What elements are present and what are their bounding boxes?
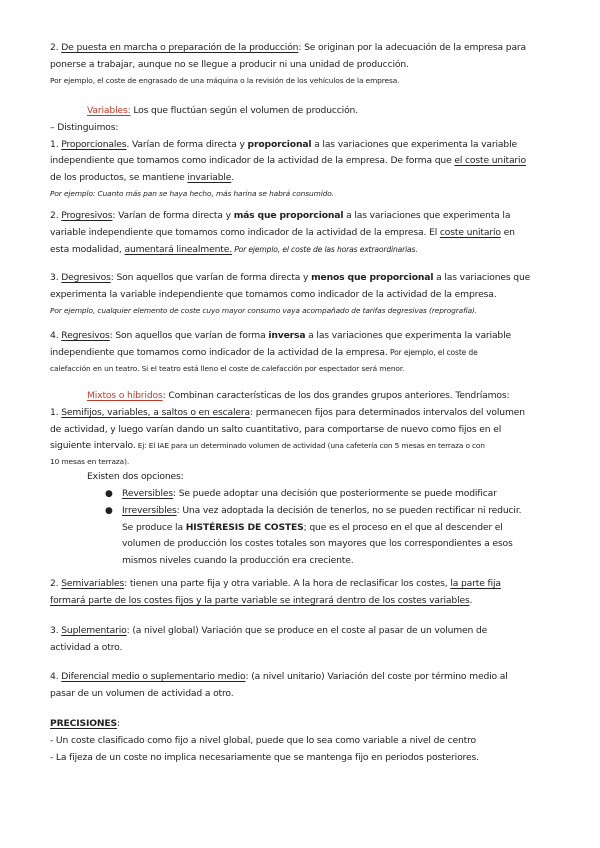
variables-section <box>50 103 562 201</box>
variables-heading-line: Variables: Los que fluctúan según el volumen de producción. <box>87 105 358 116</box>
options-intro: Existen dos opciones: <box>87 471 184 483</box>
distinguish-line: – Distinguimos: <box>50 121 119 133</box>
hysteresis-line-2: volumen de producción los costes totales son mayores que los correspondientes a esos <box>122 538 513 550</box>
progressive-line-1: 2. Progresivos: Varían de forma directa y más que proporcional a las variaciones que experimenta la <box>50 210 511 221</box>
semivariable-line-2: formará parte de los costes fijos y la parte variable se integrará dentro de los costes variables. <box>50 594 473 606</box>
regressive-example: calefacción en un teatro. Si el teatro está lleno el coste de calefacción por espectador será menor. <box>50 363 405 373</box>
startup-title: De puesta en marcha o preparación de la producción <box>61 42 299 53</box>
startup-costs-section <box>50 40 562 88</box>
semifixed-line-2: de actividad, y luego varían dando un salto cuantitativo, para comportarse de nuevo como fijos en el <box>50 423 502 435</box>
proportional-example: Por ejemplo: Cuanto más pan se haya hecho, más harina se habrá consumido. <box>50 188 334 198</box>
regressive-line-2: independiente que tomamos como indicador de la actividad de la empresa. Por ejemplo, el coste de <box>50 346 478 358</box>
degressive-line-1: 3. Degresivos: Son aquellos que varían de forma directa y menos que proporcional a las variaciones que <box>50 272 531 283</box>
supplementary-line-1: 3. Suplementario: (a nivel global) Variación que se produce en el coste al pasar de un volumen de <box>50 625 488 636</box>
startup-line-2: ponerse a trabajar, aunque no se llegue a producir ni una unidad de producción. <box>50 58 409 70</box>
startup-line-1: 2. De puesta en marcha o preparación de la producción: Se originan por la adecuación de la empresa para <box>50 42 527 53</box>
proportional-line-1: 1. Proporcionales. Varían de forma directa y proporcional a las variaciones que experimenta la variable <box>50 138 518 150</box>
semivariable-section <box>50 576 562 610</box>
supplementary-section <box>50 623 562 657</box>
semifixed-line-3: siguiente intervalo. Ej: El IAE para un determinado volumen de actividad (una cafetería con 5 mesas en terraza o con <box>50 440 485 452</box>
precision-item-1: - Un coste clasificado como fijo a nivel global, puede que lo sea como variable a nivel de centro <box>50 734 476 746</box>
proportional-line-3: de los productos, se mantiene invariable. <box>50 172 235 184</box>
semifixed-line-1: 1. Semifijos, variables, a saltos o en escalera: permanecen fijos para determinados intervalos del volumen <box>50 406 525 418</box>
bullet-icon: ● <box>105 505 113 516</box>
precisiones-section <box>50 716 562 766</box>
variables-heading: Variables: <box>87 105 131 116</box>
progressive-line-3: esta modalidad, aumentará linealmente. Por ejemplo, el coste de las horas extraordinarias. <box>50 243 418 255</box>
bullet-icon: ● <box>105 488 113 499</box>
option-reversible: ● Reversibles: Se puede adoptar una decisión que posteriormente se puede modificar <box>50 486 562 503</box>
mixed-heading: Mixtos o híbridos <box>87 390 163 401</box>
precisiones-heading-line: PRECISIONES: <box>50 718 120 729</box>
hysteresis-line: Se produce la HISTÉRESIS DE COSTES; que es el proceso en el que al descender el <box>122 521 503 533</box>
proportional-line-2: independiente que tomamos como indicador de la actividad de la empresa. De forma que el coste unitario <box>50 155 526 167</box>
degressive-line-2: experimenta la variable independiente que tomamos como indicador de la actividad de la empresa. <box>50 288 497 300</box>
progressive-line-2: variable independiente que tomamos como indicador de la actividad de la empresa. El coste unitario en <box>50 226 515 238</box>
semivariable-line-1: 2. Semivariables: tienen una parte fija y otra variable. A la hora de reclasificar los costes, la parte fija <box>50 578 501 589</box>
hysteresis-line-3: mismos niveles cuando la producción era creciente. <box>122 555 354 567</box>
supplementary-line-2: actividad a otro. <box>50 641 123 653</box>
regressive-line-1: 4. Regresivos: Son aquellos que varían de forma inversa a las variaciones que experimenta la variable <box>50 330 512 341</box>
degressive-example: Por ejemplo, cualquier elemento de coste cuyo mayor consumo vaya acompañado de tarifas degresivas (reprografía). <box>50 305 478 315</box>
differential-line-2: pasar de un volumen de actividad a otro. <box>50 687 234 699</box>
semifixed-example-end: 10 mesas en terraza). <box>50 457 130 467</box>
precision-item-2: - La fijeza de un coste no implica necesariamente que se mantenga fijo en periodos posteriores. <box>50 751 479 763</box>
progressive-section <box>50 208 562 258</box>
startup-example: Por ejemplo, el coste de engrasado de una máquina o la revisión de los vehículos de la empresa. <box>50 75 400 85</box>
differential-line-1: 4. Diferencial medio o suplementario medio: (a nivel unitario) Variación del coste por término medio al <box>50 671 508 682</box>
option-irreversible: ● Irreversibles: Una vez adoptada la decisión de tenerlos, no se pueden rectificar ni reducir. <box>50 503 562 520</box>
differential-section <box>50 669 562 703</box>
precisiones-heading: PRECISIONES <box>50 718 118 729</box>
mixed-section <box>50 388 562 570</box>
regressive-section <box>50 328 562 376</box>
degressive-section <box>50 270 562 318</box>
mixed-heading-line: Mixtos o híbridos: Combinan características de los dos grandes grupos anteriores. Tendríamos: <box>87 390 510 401</box>
